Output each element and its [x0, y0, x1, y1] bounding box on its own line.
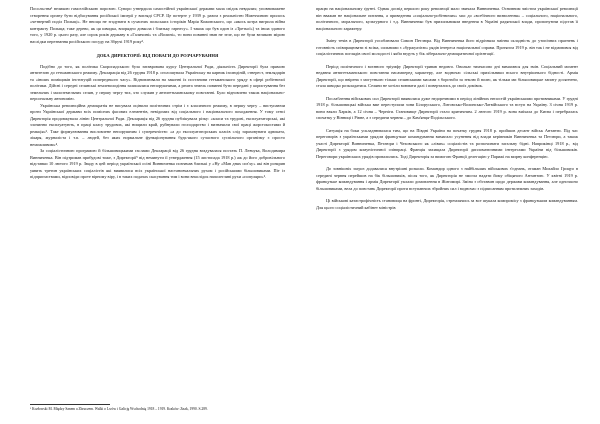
- paragraph: Ситуація на боки ускладнювалася тим, що на Півдні України на початку грудня 1918 р. пройшов десант військ Антанти. Під час переговорів з українськими урядом французьке командування вимагало усунення від влади керівників Винниченка та Петлюри, а також участі Директорії Винниченка, Петлюри і Чеховського як «лівих» соціалістів та розпочинати загальну бідні. Наприкінці 1918 р., від Директорії з урядом комуністичної співпраці. Франція захищала Директорії дипломатичними інтересами України від більшовиків. Переговори українських урядів провалились. Тоді Директорія за вимогою Франції делегацію у Парижі на мирну конференцію.: [316, 127, 578, 159]
- section-heading: ДОБА ДИРЕКТОРІЇ: ВІД ПОВАГИ ДО РОЗЧАРУВАННЯ: [96, 53, 219, 58]
- paragraph: Посольства¹ великою гамселійською порозою. Суворо утвердила самостійної української держави мала свідок невдалих; уповноважене створення органу бути відбасування російської імперії у вигляді СРСР. Це потерте у 1939 р. разом з реальністю Німеччиною прилось «четвертий поділ Польщі». Не вноща не згадувати в сучасних польських історіків Марія Кожовського, що «якось котра вигрила війна контракту Польща; таке дерево, як ця швидка, впорядно довкола і близьку гарнесу». І також що був один із «Третьої») та інша зданого того, у 1920 р. цього разу, але сорок років державу в «Галичині» та «Волині», то вони повинні знав не зеле, що не були великою мірою наслідки перезнання російського посуду на Збручі 1919 року².: [30, 6, 285, 44]
- paragraph: За соціалістичною програмою й більшовицькими гаслами Декларації від 26 грудня вгадувалася постать П. Левчука, Володимира Винниченка. Він підтримав прибудові тоже, з Директорії⁵ від неминути її утвердження (15 листопада 1918 р.) аж до його добровільного відставки 10 лютого 1919 р. Зваду в цей період української осінї Винниченка позначав близькі у «Ну «Мав днях сиз'ху» які він розкрив уявить третин українських соціалістів які виявилися всіх української настановчальних рухом і російськими більшовиками. Піт із підприємствами, відповіди проте вірному віру, і в таких подачах скасування тим і вони внаслідок наполегливі рухи «популяри»⁶.: [30, 148, 285, 179]
- paragraph: До зовнішніх загроз додавалися внутрішні розколи. Командир одного з найбільших військових з'єднань, отаман Михайло Грицуо в середині червня перейшов на бік більшовиків, після того, як Директорія не змогла надати йому обіцяного Антантою. У квітні 1919 р. французьке командування і армія Директорії уклали домовлення в Житомирі. Зміна з обставин щодо держави командування, але одночасно більшовиками, вела до повстань Директорії проти вступаючих збройних сил і водночас з підписанням протилежних заходів.: [316, 166, 578, 191]
- paragraph: Період політичного і воєнного тріумфу Директорії тривав недовго. Оволкає тимчасово дні вимагався для змін. Соціальний момент недавня антигетьманського повстання насамперед характеру, але водночас сільські прихільники всього внутрішнього бідності. Армія Директорії, що ввірена з могутньою тільки селянськими масами з боротьби за землю й волю, як тільки ми більшовицьке запиту досягнено, стала швидко розкладатися. Селяни не хотіли воювати далі і повертались до своїх домівок.: [316, 63, 578, 88]
- footnote-divider: [30, 404, 110, 405]
- paragraph: Послаблення військових сил Директорії виявилися дуже недоречними в період лінійних непостій українськими противниками. У грудні 1918 р. більшовицькі війська вже переступили зони Білоруського, Литовсько-Волинсько-Латвійського та вступ на Україну. З січня 1919 р. вони взяли Харків, а 12 січня – Черніги. Становище Директорії стало критичним. 2 лютого 1919 р. вона виїхала до Києва і перебралась спочатку у Вінниці і Рівне, а з середини червня – до Кам'янця-Подільського.: [316, 95, 578, 120]
- paragraph: Ці військові катастрофічність становища на фронті, Директорія, стремлячись за все шукала компромісу з французьким командуванням. Для цього соціалістичний кабінет міністрів: [316, 198, 578, 210]
- right-column: [316, 6, 578, 211]
- paragraph: Зміну течів в Директорії уособлювали Симон Петлюра. Від Винниченка його відрізняла змінна складність до утопічних прагнень і готовність співпрацювати зі всіма, сильними з «буржуазією» рядів інтереса національної справи. Протягом 1919 р. він так і не відмовився від соціалістичних поглядів своєї молодості і якби ведуть у бік ліберально-демократичної орієнтації.: [316, 38, 578, 56]
- footnote: ¹ Kozłowski M. Między Sanem a Zbruczem. Walki o Lwów i Galicję Wschodnią 1918 – 1919. Kraków: Znak, 1990. S.289.: [30, 407, 208, 411]
- paragraph: працю на національному ґрунті. Однак досвід першого року революції мало звичала Винниченка. Основним змістом української революції він вважав не національне питання, а приведення «соціально-робітничих» мас до «всебічного визволення» – соціального, національного, політичного, морального, культурного і т.д. Винниченко був прихильником введення в Україні радянської влади, пропонуючи підстав її національного характеру.: [316, 6, 578, 31]
- paragraph: Українська революційна демократія не висувала оцінили політичних стрім і є класичного режиму, в першу чергу – виступаючи проти Української держави всіх помісних фасових елементів, невідомих від соціального і національного походження. У тому сенсі Директорія продовжувала лінію Центральної Ради. Декларація від 26 грудня публікувала різку: «класи та трудові, експлуататорські, які злочинно експлуатують, в праці класу трудових, які нищили край, руйнували господарство і визначили свої праці жорстокостями й реакція»³. Таке формулювання висловлене непорушним і суперечністю: «а до експлуататорських класів слід зараховувати адвоката, лікаря, журналіста і т.п. – людей, без яких нормальне функціонування будь-якого сучасного суспільного організму є просто неможливим»⁴.: [30, 102, 285, 147]
- paragraph: Подібно до того, як політика Скоропадського була затаврована курсу Центральної Ради, діяльність Директорії була прямою антитезою до гетьманського режиму. Декларація від 26 грудня 1918 р. оголошувала Українську на карник ізолюдіній, стверест, землядарів та «інших поміщиків інституцій попереднього часу». Відновлювали на законні їх постанови гетьманського уряду в сфері робітничої політики. Дійсні і середні селянські землеволодіння залишалися непорушними, а решта земель повинні бути передані у користування без земельних і малоземельних селян, у першу чергу тих, хто служив у антигетьманському повстанні. Було відновлено також національно-персональну автономію.: [30, 63, 285, 101]
- left-column: [30, 6, 285, 181]
